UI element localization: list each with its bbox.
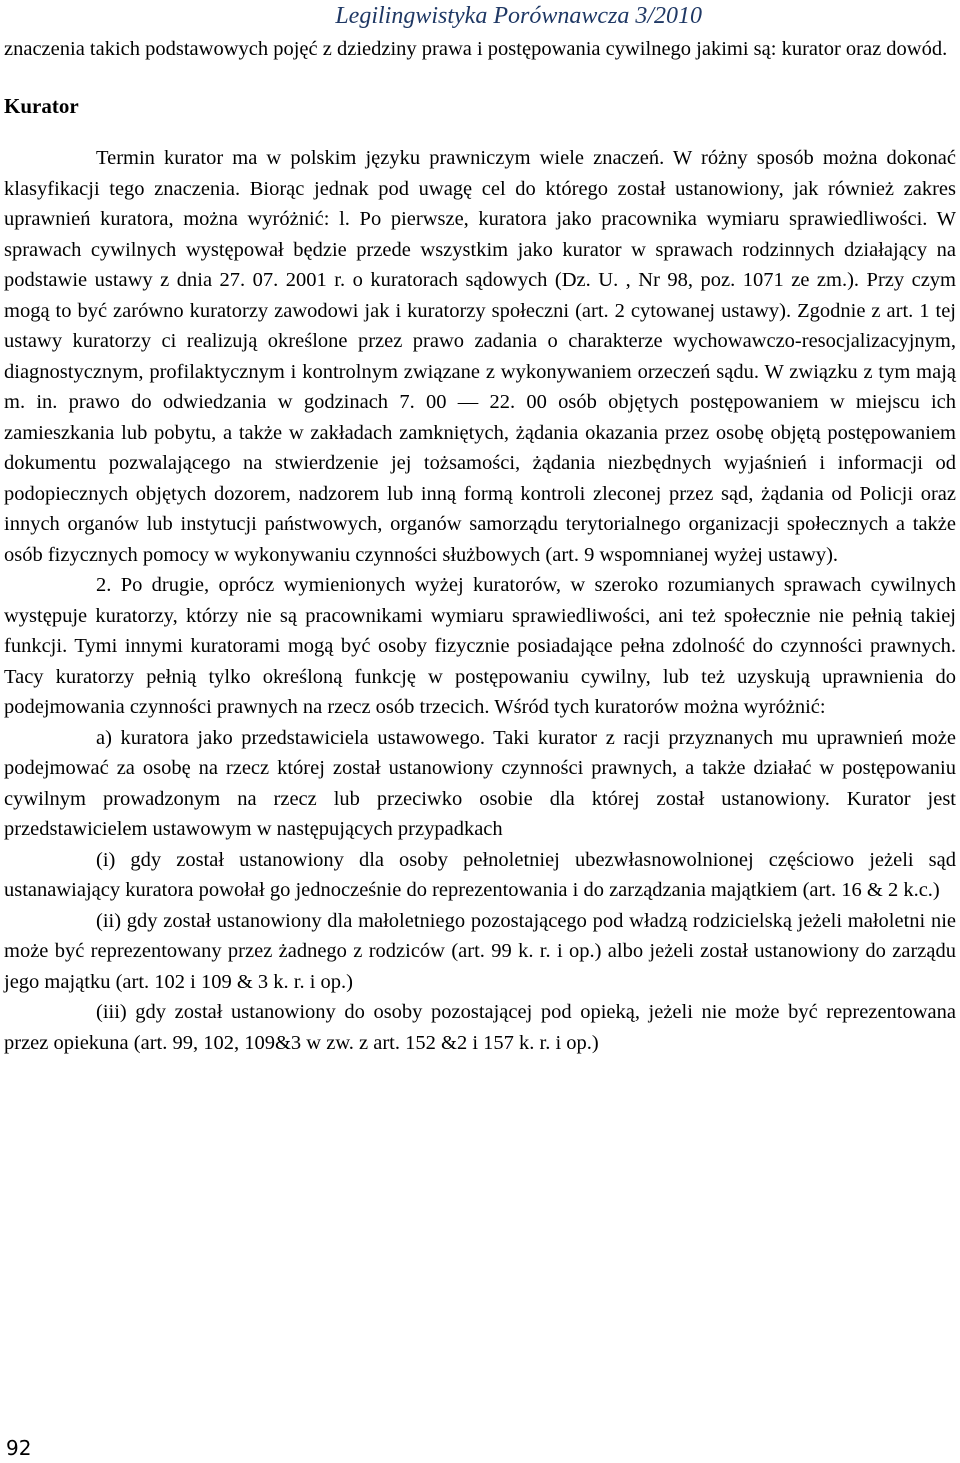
paragraph-continuation: znaczenia takich podstawowych pojęć z dziedziny prawa i postępowania cywilnego jakimi są: kurator oraz dowód. — [4, 38, 948, 60]
running-header: Legilingwistyka Porównawcza 3/2010 — [335, 3, 702, 29]
page-number: 92 — [6, 1436, 32, 1460]
paragraph-6: (iii) gdy został ustanowiony do osoby pozostającej pod opieką, jeżeli nie może być reprezentowana przez opiekuna (art. 99, 102, 109&3 w zw. z art. 152 &2 i 157 k. r. i op.) — [4, 1001, 956, 1054]
section-heading: Kurator — [4, 93, 79, 118]
paragraph-1: Termin kurator ma w polskim języku prawniczym wiele znaczeń. W różny sposób można dokonać klasyfikacji tego znaczenia. Biorąc jednak pod uwagę cel do którego został ustanowiony, jak również zakres uprawnień kuratora, można wyróżnić: l. Po pierwsze, kuratora jako pracownika wymiaru sprawiedliwości. W sprawach cywilnych występował będzie przede wszystkim jako kurator w sprawach rodzinnych działający na podstawie ustawy z dnia 27. 07. 2001 r. o kuratorach sądowych (Dz. U. , Nr 98, poz. 1071 ze zm.). Przy czym mogą to być zarówno kuratorzy zawodowi jak i kuratorzy społeczni (art. 2 cytowanej ustawy). Zgodnie z art. 1 tej ustawy kuratorzy ci realizują określone przez prawo zadania o charakterze wychowawczo-resocjalizacyjnym, diagnostycznym, profilaktycznym i kontrolnym związane z wykonywaniem orzeczeń sądu. W związku z tym mają m. in. prawo do odwiedzania w godzinach 7. 00 — 22. 00 osób objętych postępowaniem w miejscu ich zamieszkania lub pobytu, a także w zakładach zamkniętych, żądania okazania przez osobę objętą postępowaniem dokumentu pozwalającego na stwierdzenie jej tożsamości, żądania niezbędnych wyjaśnień i informacji od podopiecznych objętych dozorem, nadzorem lub inną formą kontroli zleconej przez sąd, żądania od Policji oraz innych organów lub instytucji państwowych, organów samorządu terytorialnego organizacji społecznych a także osób fizycznych pomocy w wykonywaniu czynności służbowych (art. 9 wspomnianej wyżej ustawy). — [4, 147, 956, 566]
paragraph-4: (i) gdy został ustanowiony dla osoby pełnoletniej ubezwłasnowolnionej częściowo jeżeli sąd ustanawiający kuratora powołał go jednocześnie do reprezentowania i do zarządzania majątkiem (art. 16 & 2 k.c.) — [4, 848, 956, 901]
body-text — [4, 34, 956, 1058]
paragraph-5: (ii) gdy został ustanowiony dla małoletniego pozostającego pod władzą rodzicielską jeżeli małoletni nie może być reprezentowany przez żadnego z rodziców (art. 99 k. r. i op.) albo jeżeli został ustanowiony do zarządu jego majątku (art. 102 i 109 & 3 k. r. i op.) — [4, 909, 956, 993]
paragraph-3: a) kuratora jako przedstawiciela ustawowego. Taki kurator z racji przyznanych mu uprawnień może podejmować za osobę na rzecz której został ustanowiony czynności prawnych, a także działać w postępowaniu cywilnym prowadzonym na rzecz lub przeciwko osobie dla której został ustanowiony. Kurator jest przedstawicielem ustawowym w następujących przypadkach — [4, 726, 956, 840]
paragraph-2: 2. Po drugie, oprócz wymienionych wyżej kuratorów, w szeroko rozumianych sprawach cywilnych występuje kuratorzy, którzy nie są pracownikami wymiaru sprawiedliwości, ani też społecznie nie pełnią takiej funkcji. Tymi innymi kuratorami mogą być osoby fizycznie posiadające pełna zdolność do czynności prawnych. Tacy kuratorzy pełnią tylko określoną funkcję w postępowaniu cywilny, lub też uzyskują uprawnienia do podejmowania czynności prawnych na rzecz osób trzecich. Wśród tych kuratorów można wyróżnić: — [4, 574, 956, 718]
